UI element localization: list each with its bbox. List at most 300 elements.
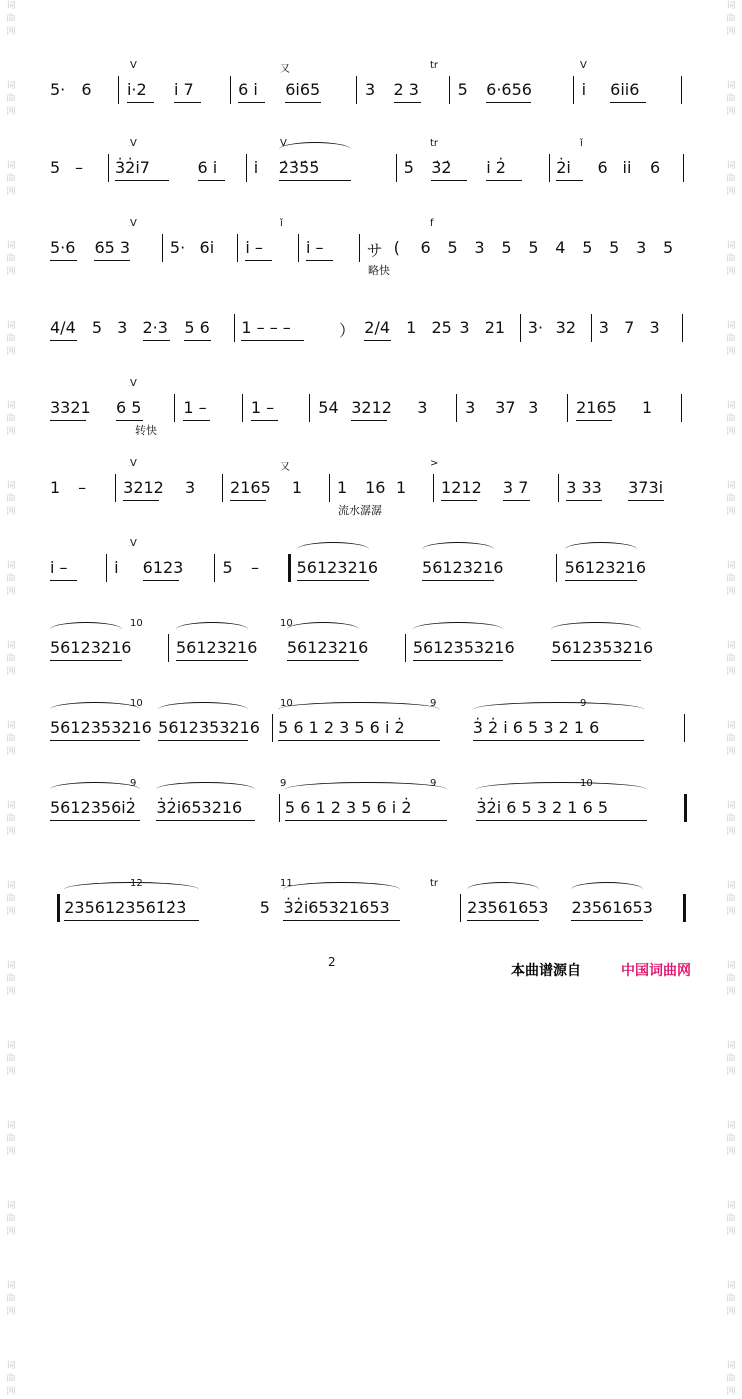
beam-line — [422, 580, 494, 581]
barline — [222, 474, 223, 502]
watermark-text: 词 曲 网 — [726, 1121, 736, 1157]
note-group: 6 i — [238, 80, 258, 99]
note-group: i – — [306, 238, 324, 257]
articulation-mark: tr — [430, 138, 439, 149]
note-group: 6·656 — [486, 80, 532, 99]
watermark-text: 词 曲 网 — [6, 801, 16, 837]
watermark-text: 词 曲 网 — [726, 1201, 736, 1237]
note-group: 1 — [336, 478, 348, 497]
beam-line — [184, 340, 211, 341]
beam-line — [143, 580, 179, 581]
barline — [356, 76, 357, 104]
note-group: 6ii6 — [610, 80, 640, 99]
note-group: 5 — [501, 238, 512, 257]
note-group: 3 — [465, 398, 476, 417]
articulation-mark: > — [430, 458, 439, 469]
barline — [681, 394, 682, 422]
beam-line — [158, 740, 248, 741]
score-row — [50, 348, 702, 428]
note-group: 21 — [484, 318, 506, 337]
note-group: 2̇3̇5̇5̇ — [278, 158, 320, 177]
articulation-mark: 又 — [280, 462, 290, 473]
score-row — [50, 188, 702, 268]
barline — [298, 234, 299, 262]
note-group: 3̇ 2̇ i 6 5 3 2 1 6 — [472, 718, 600, 737]
beam-line — [50, 420, 86, 421]
slur — [476, 782, 647, 797]
note-group: 5 — [528, 238, 539, 257]
watermark-text: 词 曲 网 — [726, 561, 736, 597]
note-group: 3212 — [351, 398, 392, 417]
note-group: 5· — [169, 238, 186, 257]
note-group: 5 6 — [184, 318, 210, 337]
slur — [50, 782, 140, 797]
note-group: – — [75, 158, 83, 177]
slur — [50, 702, 140, 717]
beam-line — [441, 500, 477, 501]
note-group: 56123216 — [286, 638, 369, 657]
note-group: 1 — [642, 398, 653, 417]
note-group: 5 6 1 2 3 5 6 i 2̇ — [278, 718, 405, 737]
beam-line — [116, 420, 143, 421]
note-group: – — [250, 558, 259, 577]
note-group: 5 — [663, 238, 674, 257]
note-group: 54 — [318, 398, 339, 417]
watermark-text: 词 曲 网 — [6, 1, 16, 37]
beam-line — [503, 500, 530, 501]
note-group: 3 — [528, 398, 539, 417]
watermark-text: 词 曲 网 — [6, 561, 16, 597]
beam-line — [431, 180, 467, 181]
beam-line — [230, 500, 266, 501]
beam-line — [364, 340, 391, 341]
note-group: i — [581, 80, 587, 99]
note-group: 1 – — [250, 398, 275, 417]
beam-line — [278, 740, 440, 741]
slur — [278, 702, 440, 717]
watermark-text: 词 曲 网 — [6, 241, 16, 277]
articulation-mark: 10 — [580, 778, 593, 789]
barline — [684, 794, 687, 822]
watermark-text: 词 曲 网 — [6, 1281, 16, 1317]
note-group: 1 – – – — [241, 318, 291, 337]
note-group: 7 — [624, 318, 635, 337]
note-group: 1 — [396, 478, 407, 497]
barline — [520, 314, 521, 342]
slur — [467, 882, 539, 897]
beam-line — [551, 660, 641, 661]
note-group: 5612353216 — [551, 638, 654, 657]
barline — [558, 474, 559, 502]
note-group: 6 — [650, 158, 661, 177]
barline — [573, 76, 574, 104]
slur — [297, 542, 369, 557]
watermark-text: 词 曲 网 — [6, 1201, 16, 1237]
note-group: ） — [338, 321, 355, 340]
score-row — [50, 748, 702, 828]
note-group: 4 — [555, 238, 566, 257]
score-row — [50, 30, 702, 110]
articulation-mark: 10 — [280, 698, 293, 709]
beam-line — [143, 340, 170, 341]
barline — [108, 154, 109, 182]
barline — [460, 894, 461, 922]
watermark-text: 词 曲 网 — [6, 641, 16, 677]
note-group: i — [253, 158, 259, 177]
beam-line — [571, 920, 643, 921]
score-row — [50, 108, 702, 188]
note-group: 1212 — [441, 478, 482, 497]
note-group: 5 — [582, 238, 593, 257]
note-group: 65 3 — [94, 238, 131, 257]
note-group: 5612356i2̇ — [50, 798, 136, 817]
note-group: 6 5 — [115, 398, 142, 417]
slur — [158, 702, 248, 717]
barline — [396, 154, 397, 182]
barline — [359, 234, 360, 262]
articulation-mark: f — [430, 218, 434, 229]
watermark-text: 词 曲 网 — [6, 881, 16, 917]
beam-line — [156, 820, 255, 821]
beam-line — [127, 102, 154, 103]
tempo-marking: 转快 — [135, 424, 157, 437]
note-group: 25 — [431, 318, 452, 337]
note-group: 5 — [259, 898, 270, 917]
note-group: ii — [622, 158, 632, 177]
beam-line — [467, 920, 539, 921]
beam-line — [628, 500, 664, 501]
score-row — [50, 264, 702, 348]
beam-line — [285, 820, 447, 821]
note-group: 3 — [649, 318, 660, 337]
beam-line — [285, 102, 321, 103]
watermark-text: 词 曲 网 — [726, 161, 736, 197]
note-group: 6 — [420, 238, 431, 257]
note-group: 3 33 — [566, 478, 602, 497]
note-group: 16 — [365, 478, 386, 497]
note-group: 6 — [81, 80, 92, 99]
articulation-mark: 9 — [130, 778, 137, 789]
beam-line — [50, 580, 77, 581]
note-group: 3 — [117, 318, 128, 337]
barline — [279, 794, 280, 822]
note-group: 2·3 — [142, 318, 168, 337]
note-group: 3 7 — [502, 478, 529, 497]
beam-line — [413, 660, 503, 661]
beam-line — [486, 102, 531, 103]
note-group: 3 — [417, 398, 428, 417]
beam-line — [241, 340, 304, 341]
barline — [449, 76, 450, 104]
watermark-text: 词 曲 网 — [6, 721, 16, 757]
beam-line — [556, 180, 583, 181]
watermark-text: 词 曲 网 — [6, 961, 16, 997]
note-group: 5̇ — [403, 158, 414, 177]
note-group: 4/4 — [50, 318, 76, 337]
beam-line — [279, 180, 351, 181]
articulation-mark: 9 — [430, 698, 437, 709]
beam-line — [176, 660, 248, 661]
watermark-text: 词 曲 网 — [6, 481, 16, 517]
articulation-mark: V — [580, 60, 587, 71]
barline — [591, 314, 592, 342]
score-row — [50, 504, 702, 588]
slur — [422, 542, 494, 557]
beam-line — [576, 420, 612, 421]
note-group: 5 — [222, 558, 233, 577]
note-group: 6i65 — [285, 80, 321, 99]
beam-line — [486, 180, 522, 181]
note-group: 5612353216 — [412, 638, 515, 657]
note-group: 5·6 — [50, 238, 76, 257]
barline — [433, 474, 434, 502]
articulation-mark: ǐ — [580, 138, 583, 149]
note-group: 3̇2̇ — [431, 158, 452, 177]
note-group: 3̇2̇i7 — [115, 158, 150, 177]
note-group: 1 — [291, 478, 303, 497]
note-group: 3212 — [123, 478, 164, 497]
note-group: 3 — [474, 238, 485, 257]
beam-line — [115, 180, 169, 181]
barline — [405, 634, 406, 662]
note-group: 6 i — [197, 158, 218, 177]
articulation-mark: V — [130, 538, 137, 549]
note-group: 23561653 — [571, 898, 653, 917]
watermark-text: 词 曲 网 — [6, 1041, 16, 1077]
note-group: 56123216 — [422, 558, 504, 577]
barline — [115, 474, 116, 502]
articulation-mark: 10 — [130, 618, 143, 629]
watermark-text: 词 曲 网 — [6, 81, 16, 117]
articulation-mark: tr — [430, 60, 439, 71]
watermark-text: 词 曲 网 — [6, 321, 16, 357]
barline — [556, 554, 557, 582]
note-group: 1 – — [183, 398, 207, 417]
articulation-mark: ǐ — [280, 218, 283, 229]
articulation-mark: V — [130, 218, 137, 229]
articulation-mark: V — [130, 60, 137, 71]
barline — [57, 894, 60, 922]
note-group: 3̇2̇i 6 5 3 2 1 6 5 — [476, 798, 609, 817]
slur — [285, 782, 447, 797]
note-group: 2 3 — [393, 80, 419, 99]
note-group: 3 — [636, 238, 647, 257]
barline — [567, 394, 568, 422]
beam-line — [245, 260, 272, 261]
beam-line — [50, 820, 140, 821]
barline — [456, 394, 457, 422]
note-group: 2356123561̇2̇3̇ — [64, 898, 187, 917]
articulation-mark: 又 — [280, 64, 290, 75]
note-group: 5612353216 — [50, 718, 152, 737]
score-row — [50, 424, 702, 508]
note-group: 3 — [459, 318, 470, 337]
note-group: 5612353216 — [158, 718, 260, 737]
barline — [242, 394, 243, 422]
watermark-text: 词 曲 网 — [726, 961, 736, 997]
note-group: 6 — [597, 158, 608, 177]
note-group: 3̇2̇i65321653 — [283, 898, 390, 917]
beam-line — [297, 580, 369, 581]
watermark-text: 词 曲 网 — [6, 401, 16, 437]
watermark-text: 词 曲 网 — [6, 161, 16, 197]
beam-line — [287, 660, 359, 661]
beam-line — [50, 740, 140, 741]
barline — [549, 154, 550, 182]
watermark-text: 词 曲 网 — [726, 801, 736, 837]
note-group: i – — [245, 238, 263, 257]
beam-line — [94, 260, 130, 261]
watermark-text: 词 曲 网 — [6, 1361, 16, 1397]
barline — [174, 394, 175, 422]
beam-line — [123, 500, 159, 501]
beam-line — [174, 102, 201, 103]
note-group: 3· — [527, 318, 544, 337]
slur — [279, 142, 351, 157]
beam-line — [50, 660, 122, 661]
articulation-mark: 9 — [430, 778, 437, 789]
barline — [230, 76, 231, 104]
note-group: 5 — [50, 158, 61, 177]
articulation-mark: V — [130, 458, 137, 469]
score-row — [50, 668, 702, 748]
articulation-mark: 10 — [280, 618, 293, 629]
slur — [473, 702, 644, 717]
beam-line — [476, 820, 647, 821]
note-group: 3̇2̇i653216 — [156, 798, 243, 817]
barline — [309, 394, 310, 422]
note-group: 1 — [406, 318, 417, 337]
note-group: – — [78, 478, 87, 497]
slur — [551, 622, 641, 637]
note-group: 5 6 1 2 3 5 6 i 2̇ — [284, 798, 412, 817]
barline — [683, 894, 686, 922]
beam-line — [64, 920, 199, 921]
watermark-text: 词 曲 网 — [6, 1121, 16, 1157]
note-group: 2165 — [576, 398, 617, 417]
beam-line — [610, 102, 646, 103]
beam-line — [394, 102, 421, 103]
articulation-mark: 10 — [130, 698, 143, 709]
articulation-mark: 11 — [280, 878, 293, 889]
note-group: 5 — [609, 238, 620, 257]
watermark-text: 词 曲 网 — [726, 481, 736, 517]
beam-line — [306, 260, 333, 261]
watermark-text: 词 曲 网 — [726, 1041, 736, 1077]
beam-line — [283, 920, 400, 921]
barline — [683, 154, 684, 182]
barline — [246, 154, 247, 182]
watermark-left — [2, 0, 20, 1397]
articulation-mark: V — [130, 378, 137, 389]
tempo-marking: 流水潺潺 — [338, 504, 382, 517]
barline — [682, 314, 683, 342]
barline — [329, 474, 330, 502]
barline — [681, 76, 682, 104]
beam-line — [351, 420, 387, 421]
note-group: 3 — [365, 80, 376, 99]
barline — [162, 234, 163, 262]
note-group: 56123216 — [296, 558, 379, 577]
articulation-mark: 12 — [130, 878, 143, 889]
beam-line — [473, 740, 644, 741]
slur — [156, 782, 255, 797]
barline — [118, 76, 119, 104]
barline — [684, 714, 685, 742]
watermark-text: 词 曲 网 — [726, 1361, 736, 1397]
barline — [168, 634, 169, 662]
note-group: 5 — [91, 318, 102, 337]
note-group: 1 — [50, 478, 61, 497]
note-group: 3 — [598, 318, 609, 337]
slur — [283, 882, 400, 897]
slur — [50, 622, 122, 637]
watermark-text: 词 曲 网 — [726, 641, 736, 677]
note-group: i 7 — [174, 80, 194, 99]
watermark-text: 词 曲 网 — [726, 1, 736, 37]
watermark-text: 词 曲 网 — [726, 881, 736, 917]
slur — [565, 542, 637, 557]
barline — [288, 554, 291, 582]
note-group: i 2̇ — [486, 158, 506, 177]
watermark-right — [722, 0, 740, 1397]
note-group: 37 — [495, 398, 516, 417]
page-number: 2 — [328, 955, 336, 969]
note-group: 2165 — [230, 478, 271, 497]
beam-line — [566, 500, 602, 501]
note-group: 3321 — [50, 398, 91, 417]
footer-site-link[interactable]: 中国词曲网 — [621, 963, 691, 979]
articulation-mark: V — [280, 138, 287, 149]
watermark-text: 词 曲 网 — [726, 401, 736, 437]
note-group: 5 — [457, 80, 468, 99]
note-group: 2/4 — [364, 318, 391, 337]
note-group: 5 — [447, 238, 458, 257]
articulation-mark: 9 — [580, 698, 587, 709]
note-group: 6123 — [142, 558, 184, 577]
watermark-text: 词 曲 网 — [726, 81, 736, 117]
note-group: 56123216 — [175, 638, 258, 657]
barline — [234, 314, 235, 342]
note-group: 3 — [185, 478, 196, 497]
note-group: 6i — [199, 238, 215, 257]
beam-line — [50, 260, 77, 261]
note-group: 56123216 — [50, 638, 132, 657]
footer-source-label: 本曲谱源自 — [511, 963, 581, 979]
articulation-mark: tr — [430, 878, 439, 889]
tempo-marking: 略快 — [368, 264, 390, 277]
note-group: i·2 — [126, 80, 147, 99]
note-group: i – — [50, 558, 68, 577]
slur — [413, 622, 503, 637]
note-group: ( — [393, 238, 400, 257]
slur — [571, 882, 643, 897]
note-group: サ — [366, 241, 383, 260]
score-row — [50, 588, 702, 668]
beam-line — [198, 180, 225, 181]
watermark-text: 词 曲 网 — [726, 1281, 736, 1317]
slur — [287, 622, 359, 637]
articulation-mark: 9 — [280, 778, 287, 789]
beam-line — [565, 580, 637, 581]
watermark-text: 词 曲 网 — [726, 721, 736, 757]
beam-line — [183, 420, 210, 421]
beam-line — [50, 340, 77, 341]
barline — [214, 554, 215, 582]
note-group: 373i — [628, 478, 664, 497]
note-group: i — [114, 558, 119, 577]
note-group: 2̇i — [556, 158, 571, 177]
